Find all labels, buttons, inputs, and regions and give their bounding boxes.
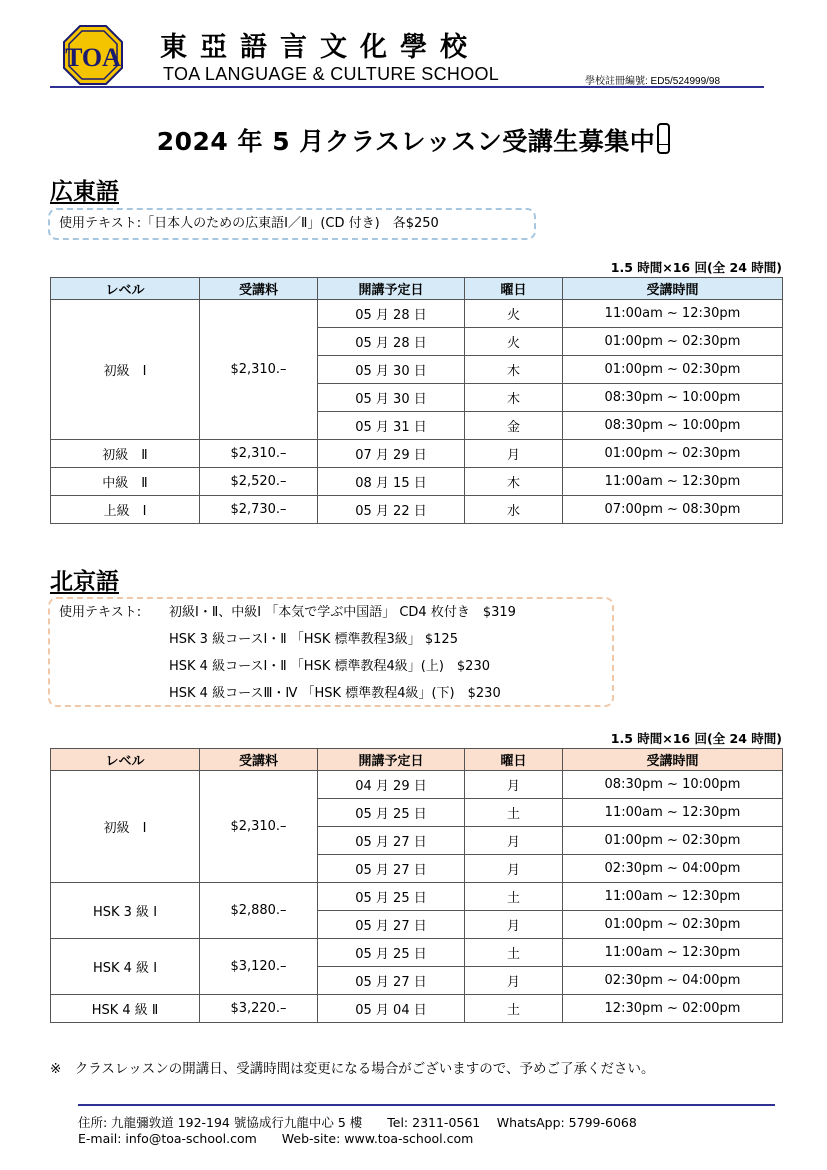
fee-cell: $2,880.– xyxy=(200,883,318,939)
mandarin-heading: 北京語 xyxy=(50,569,119,595)
column-header: レベル xyxy=(51,749,200,771)
fee-cell: $2,520.– xyxy=(200,468,318,496)
level-cell: 中級 Ⅱ xyxy=(51,468,200,496)
date-cell: 05 月 30 日 xyxy=(318,384,465,412)
fee-cell: $2,730.– xyxy=(200,496,318,524)
date-cell: 05 月 28 日 xyxy=(318,300,465,328)
column-header: 開講予定日 xyxy=(318,749,465,771)
time-cell: 01:00pm ~ 02:30pm xyxy=(563,911,783,939)
time-cell: 01:00pm ~ 02:30pm xyxy=(563,356,783,384)
table-header-row xyxy=(51,749,783,771)
fee-cell: $3,120.– xyxy=(200,939,318,995)
footer-divider xyxy=(78,1104,775,1106)
weekday-cell: 木 xyxy=(465,384,563,412)
column-header: レベル xyxy=(51,278,200,300)
school-logo xyxy=(62,24,124,86)
time-cell: 01:00pm ~ 02:30pm xyxy=(563,827,783,855)
weekday-cell: 月 xyxy=(465,967,563,995)
date-cell: 05 月 27 日 xyxy=(318,967,465,995)
weekday-cell: 火 xyxy=(465,328,563,356)
weekday-cell: 土 xyxy=(465,799,563,827)
date-cell: 05 月 25 日 xyxy=(318,939,465,967)
column-header: 受講料 xyxy=(200,749,318,771)
date-cell: 05 月 27 日 xyxy=(318,855,465,883)
table-header-row xyxy=(51,278,783,300)
cantonese-heading: 広東語 xyxy=(50,179,119,205)
date-cell: 05 月 25 日 xyxy=(318,799,465,827)
date-cell: 08 月 15 日 xyxy=(318,468,465,496)
weekday-cell: 月 xyxy=(465,771,563,799)
time-cell: 08:30pm ~ 10:00pm xyxy=(563,771,783,799)
mandarin-textbook-label: 使用テキスト: xyxy=(59,605,142,620)
mandarin-textbook: HSK 4 級コースⅢ・Ⅳ 「HSK 標準教程4級」(下) $230 xyxy=(169,686,501,701)
mandarin-schedule-table xyxy=(50,748,783,1023)
page-title: 2024 年 5 月クラスレッスン受講生募集中 xyxy=(0,122,827,158)
weekday-cell: 月 xyxy=(465,911,563,939)
fee-cell: $2,310.– xyxy=(200,300,318,440)
weekday-cell: 金 xyxy=(465,412,563,440)
weekday-cell: 木 xyxy=(465,468,563,496)
table-row xyxy=(51,300,783,328)
school-name-en: TOA LANGUAGE & CULTURE SCHOOL xyxy=(163,64,500,84)
time-cell: 11:00am ~ 12:30pm xyxy=(563,883,783,911)
mandarin-textbook: 初級Ⅰ・Ⅱ、中級Ⅰ 「本気で学ぶ中国語」 CD4 枚付き $319 xyxy=(169,605,516,620)
fee-cell: $2,310.– xyxy=(200,440,318,468)
school-name-jp: 東亞語言文化學校 xyxy=(160,32,480,63)
time-cell: 11:00am ~ 12:30pm xyxy=(563,300,783,328)
table-row xyxy=(51,496,783,524)
mandarin-duration-note: 1.5 時間×16 回(全 24 時間) xyxy=(610,731,782,746)
mandarin-textbook: HSK 3 級コースⅠ・Ⅱ 「HSK 標準教程3級」 $125 xyxy=(169,632,458,647)
time-cell: 12:30pm ~ 02:00pm xyxy=(563,995,783,1023)
column-header: 受講時間 xyxy=(563,749,783,771)
time-cell: 02:30pm ~ 04:00pm xyxy=(563,855,783,883)
weekday-cell: 水 xyxy=(465,496,563,524)
date-cell: 05 月 28 日 xyxy=(318,328,465,356)
date-cell: 05 月 04 日 xyxy=(318,995,465,1023)
time-cell: 01:00pm ~ 02:30pm xyxy=(563,440,783,468)
level-cell: HSK 4 級 Ⅰ xyxy=(51,939,200,995)
date-cell: 05 月 30 日 xyxy=(318,356,465,384)
date-cell: 04 月 29 日 xyxy=(318,771,465,799)
weekday-cell: 月 xyxy=(465,440,563,468)
table-row xyxy=(51,883,783,911)
time-cell: 08:30pm ~ 10:00pm xyxy=(563,384,783,412)
table-row xyxy=(51,939,783,967)
level-cell: 初級 Ⅰ xyxy=(51,300,200,440)
cantonese-textbook-box xyxy=(48,208,536,240)
footer-email-web: E-mail: info@toa-school.com Web-site: www.toa-school.com xyxy=(78,1131,474,1146)
footer-address: 住所: 九龍彌敦道 192-194 號協成行九龍中心 5 樓 Tel: 2311-0561 WhatsApp: 5799-6068 xyxy=(78,1115,637,1130)
level-cell: HSK 4 級 Ⅱ xyxy=(51,995,200,1023)
level-cell: 初級 Ⅱ xyxy=(51,440,200,468)
cantonese-textbook: 使用テキスト:「日本人のための広東語Ⅰ／Ⅱ」(CD 付き) 各$250 xyxy=(59,216,439,231)
footnote: ※ クラスレッスンの開講日、受講時間は変更になる場合がございますので、予めご了承ください。 xyxy=(50,1061,655,1077)
time-cell: 01:00pm ~ 02:30pm xyxy=(563,328,783,356)
cantonese-duration-note: 1.5 時間×16 回(全 24 時間) xyxy=(610,260,782,275)
mandarin-textbook: HSK 4 級コースⅠ・Ⅱ 「HSK 標準教程4級」(上) $230 xyxy=(169,659,490,674)
level-cell: HSK 3 級 Ⅰ xyxy=(51,883,200,939)
registration-number: 學校註冊編號: ED5/524999/98 xyxy=(585,76,721,87)
logo-text: TOA xyxy=(65,43,121,72)
time-cell: 11:00am ~ 12:30pm xyxy=(563,468,783,496)
fee-cell: $3,220.– xyxy=(200,995,318,1023)
weekday-cell: 土 xyxy=(465,883,563,911)
column-header: 受講時間 xyxy=(563,278,783,300)
weekday-cell: 木 xyxy=(465,356,563,384)
date-cell: 05 月 27 日 xyxy=(318,911,465,939)
level-cell: 上級 Ⅰ xyxy=(51,496,200,524)
time-cell: 11:00am ~ 12:30pm xyxy=(563,799,783,827)
header-divider xyxy=(50,86,764,88)
column-header: 受講料 xyxy=(200,278,318,300)
table-row xyxy=(51,771,783,799)
time-cell: 08:30pm ~ 10:00pm xyxy=(563,412,783,440)
column-header: 曜日 xyxy=(465,749,563,771)
date-cell: 05 月 31 日 xyxy=(318,412,465,440)
table-row xyxy=(51,995,783,1023)
table-row xyxy=(51,468,783,496)
weekday-cell: 火 xyxy=(465,300,563,328)
weekday-cell: 土 xyxy=(465,995,563,1023)
weekday-cell: 土 xyxy=(465,939,563,967)
fee-cell: $2,310.– xyxy=(200,771,318,883)
level-cell: 初級 Ⅰ xyxy=(51,771,200,883)
date-cell: 05 月 25 日 xyxy=(318,883,465,911)
cantonese-schedule-table xyxy=(50,277,783,524)
table-row xyxy=(51,440,783,468)
time-cell: 07:00pm ~ 08:30pm xyxy=(563,496,783,524)
date-cell: 05 月 27 日 xyxy=(318,827,465,855)
weekday-cell: 月 xyxy=(465,855,563,883)
date-cell: 05 月 22 日 xyxy=(318,496,465,524)
time-cell: 11:00am ~ 12:30pm xyxy=(563,939,783,967)
date-cell: 07 月 29 日 xyxy=(318,440,465,468)
column-header: 曜日 xyxy=(465,278,563,300)
mandarin-textbook-box xyxy=(48,597,614,707)
column-header: 開講予定日 xyxy=(318,278,465,300)
exclamation-icon xyxy=(657,123,670,154)
time-cell: 02:30pm ~ 04:00pm xyxy=(563,967,783,995)
weekday-cell: 月 xyxy=(465,827,563,855)
footer-contact xyxy=(78,1115,637,1147)
